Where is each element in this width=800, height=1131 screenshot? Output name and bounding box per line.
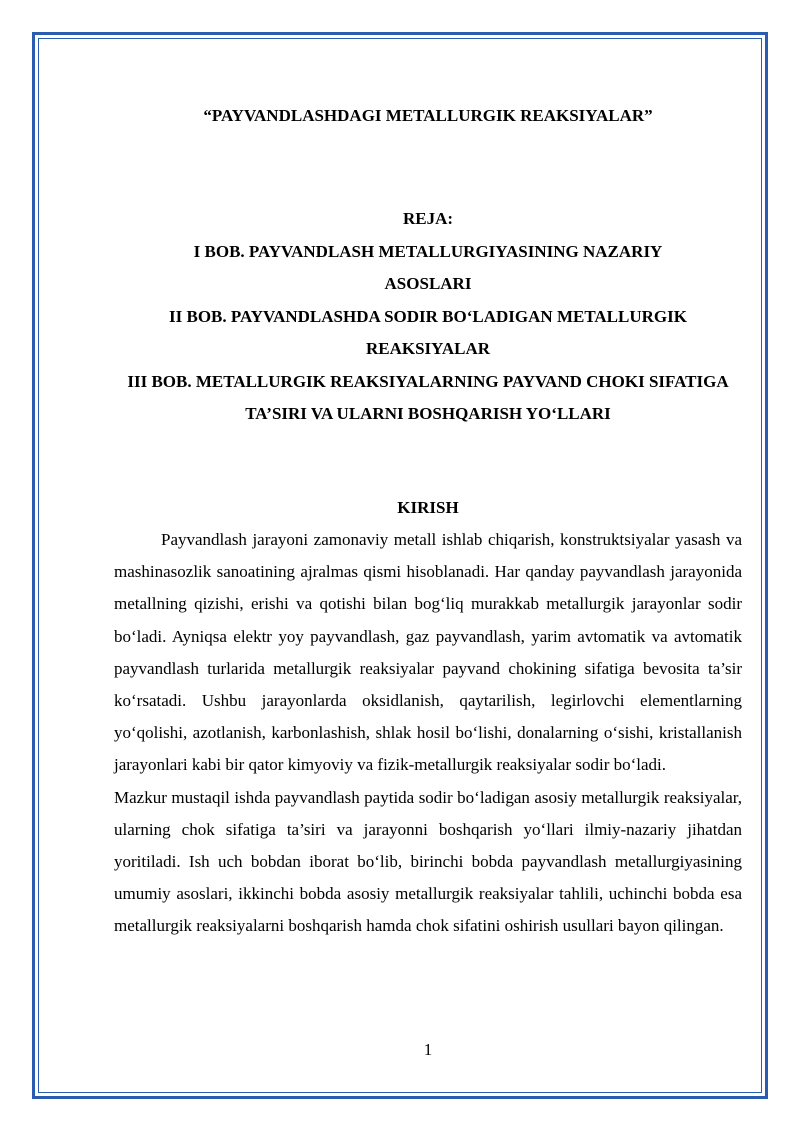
plan-heading: REJA: — [402, 209, 454, 228]
plan-item-chapter-3: III BOB. METALLURGIK REAKSIYALARNING PAYVAND CHOKI SIFATIGA TA’SIRI VA ULARNI BOSHQARISH YO‘LLARI — [127, 371, 729, 423]
page-number: 1 — [423, 1040, 433, 1059]
plan-item-chapter-2: II BOB. PAYVANDLASHDA SODIR BO‘LADIGAN METALLURGIK REAKSIYALAR — [169, 306, 687, 358]
intro-body — [114, 524, 742, 943]
plan-item-chapter-1: I BOB. PAYVANDLASH METALLURGIYASINING NAZARIY ASOSLARI — [193, 241, 663, 293]
intro-paragraph: Mazkur mustaqil ishda payvandlash paytida sodir bo‘ladigan asosiy metallurgik reaksiyalar, ularning chok sifatiga ta’siri va jarayonni boshqarish yo‘llari ilmiy-nazariy jihatdan yoritiladi. Ish uch bobdan iborat bo‘lib, birinchi bobda payvandlash metallurgiyasining umumiy asoslari, ikkinchi bobda asosiy metallurgik reaksiyalar tahlili, uchinchi bobda esa metallurgik reaksiyalarni boshqarish hamda chok sifatini oshirish usullari bayon qilingan. — [114, 787, 742, 936]
intro-paragraph: Payvandlash jarayoni zamonaviy metall ishlab chiqarish, konstruktsiyalar yasash va mashinasozlik sanoatining ajralmas qismi hisoblanadi. Har qanday payvandlash jarayonida metallning qizishi, erishi va qotishi bilan bog‘liq murakkab metallurgik jarayonlar sodir bo‘ladi. Ayniqsa elektr yoy payvandlash, gaz payvandlash, yarim avtomatik va avtomatik payvandlash turlarida metallurgik reaksiyalar payvand chokining sifatiga bevosita ta’sir ko‘rsatadi. Ushbu jarayonlarda oksidlanish, qaytarilish, legirlovchi elementlarning yo‘qolishi, azotlanish, karbonlashish, shlak hosil bo‘lishi, donalarning o‘sishi, kristallanish jarayonlari kabi bir qator kimyoviy va fizik-metallurgik reaksiyalar sodir bo‘ladi. — [114, 530, 742, 775]
intro-heading: KIRISH — [397, 498, 459, 517]
document-title: “PAYVANDLASHDAGI METALLURGIK REAKSIYALAR” — [203, 106, 653, 125]
plan-section — [114, 203, 742, 431]
